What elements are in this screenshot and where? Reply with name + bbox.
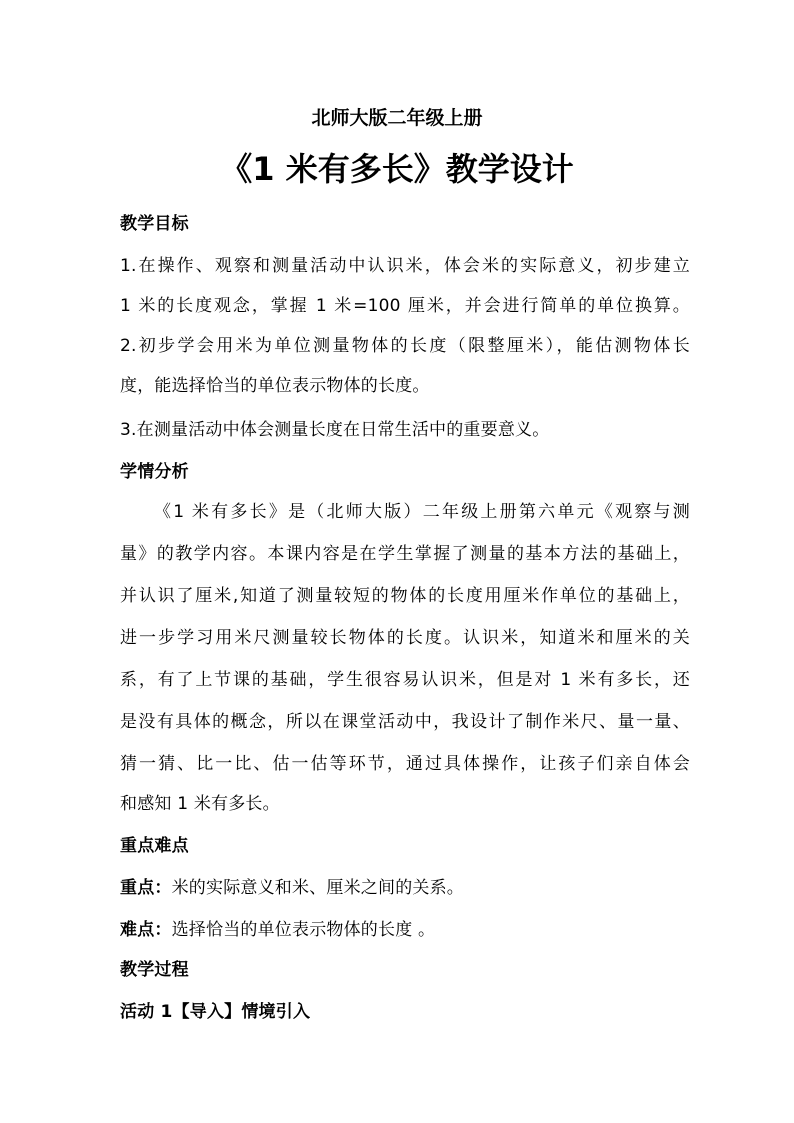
section-heading-analysis: 学情分析 xyxy=(120,462,189,482)
objective-line: 1 米的长度观念，掌握 1 米=100 厘米，并会进行简单的单位换算。 xyxy=(120,296,690,316)
section-heading-objectives: 教学目标 xyxy=(120,214,189,234)
objective-line: 3.在测量活动中体会测量长度在日常生活中的重要意义。 xyxy=(120,420,550,440)
analysis-line: 进一步学习用米尺测量较长物体的长度。认识米，知道米和厘米的关 xyxy=(120,628,690,648)
activity-heading: 活动 1【导入】情境引入 xyxy=(120,1002,311,1022)
objective-line: 2.初步学会用米为单位测量物体的长度（限整厘米），能估测物体长 xyxy=(120,336,690,356)
analysis-line: 猜一猜、比一比、估一估等环节，通过具体操作，让孩子们亲自体会 xyxy=(120,754,690,774)
analysis-line: 系，有了上节课的基础，学生很容易认识米，但是对 1 米有多长，还 xyxy=(120,670,690,690)
analysis-line: 并认识了厘米,知道了测量较短的物体的长度用厘米作单位的基础上， xyxy=(120,586,690,606)
section-heading-process: 教学过程 xyxy=(120,960,189,980)
objective-line: 1.在操作、观察和测量活动中认识米，体会米的实际意义，初步建立 xyxy=(120,256,690,276)
difficult-point-line xyxy=(120,918,690,942)
analysis-line: 和感知 1 米有多长。 xyxy=(120,794,280,814)
analysis-line: 《1 米有多长》是（北师大版）二年级上册第六单元《观察与测 xyxy=(154,502,690,522)
difficult-point-label: 难点： xyxy=(120,920,172,940)
key-point-line xyxy=(120,876,690,900)
analysis-line: 量》的教学内容。本课内容是在学生掌握了测量的基本方法的基础上， xyxy=(120,544,690,564)
key-point-text: 米的实际意义和米、厘米之间的关系。 xyxy=(171,878,465,898)
difficult-point-text: 选择恰当的单位表示物体的长度 。 xyxy=(171,920,436,940)
document-title: 《1 米有多长》教学设计 xyxy=(220,150,574,188)
analysis-line: 是没有具体的概念，所以在课堂活动中，我设计了制作米尺、量一量、 xyxy=(120,712,690,732)
objective-line: 度，能选择恰当的单位表示物体的长度。 xyxy=(120,376,430,396)
document-subtitle: 北师大版二年级上册 xyxy=(311,107,483,129)
key-point-label: 重点： xyxy=(120,878,172,898)
section-heading-keypoints: 重点难点 xyxy=(120,836,189,856)
